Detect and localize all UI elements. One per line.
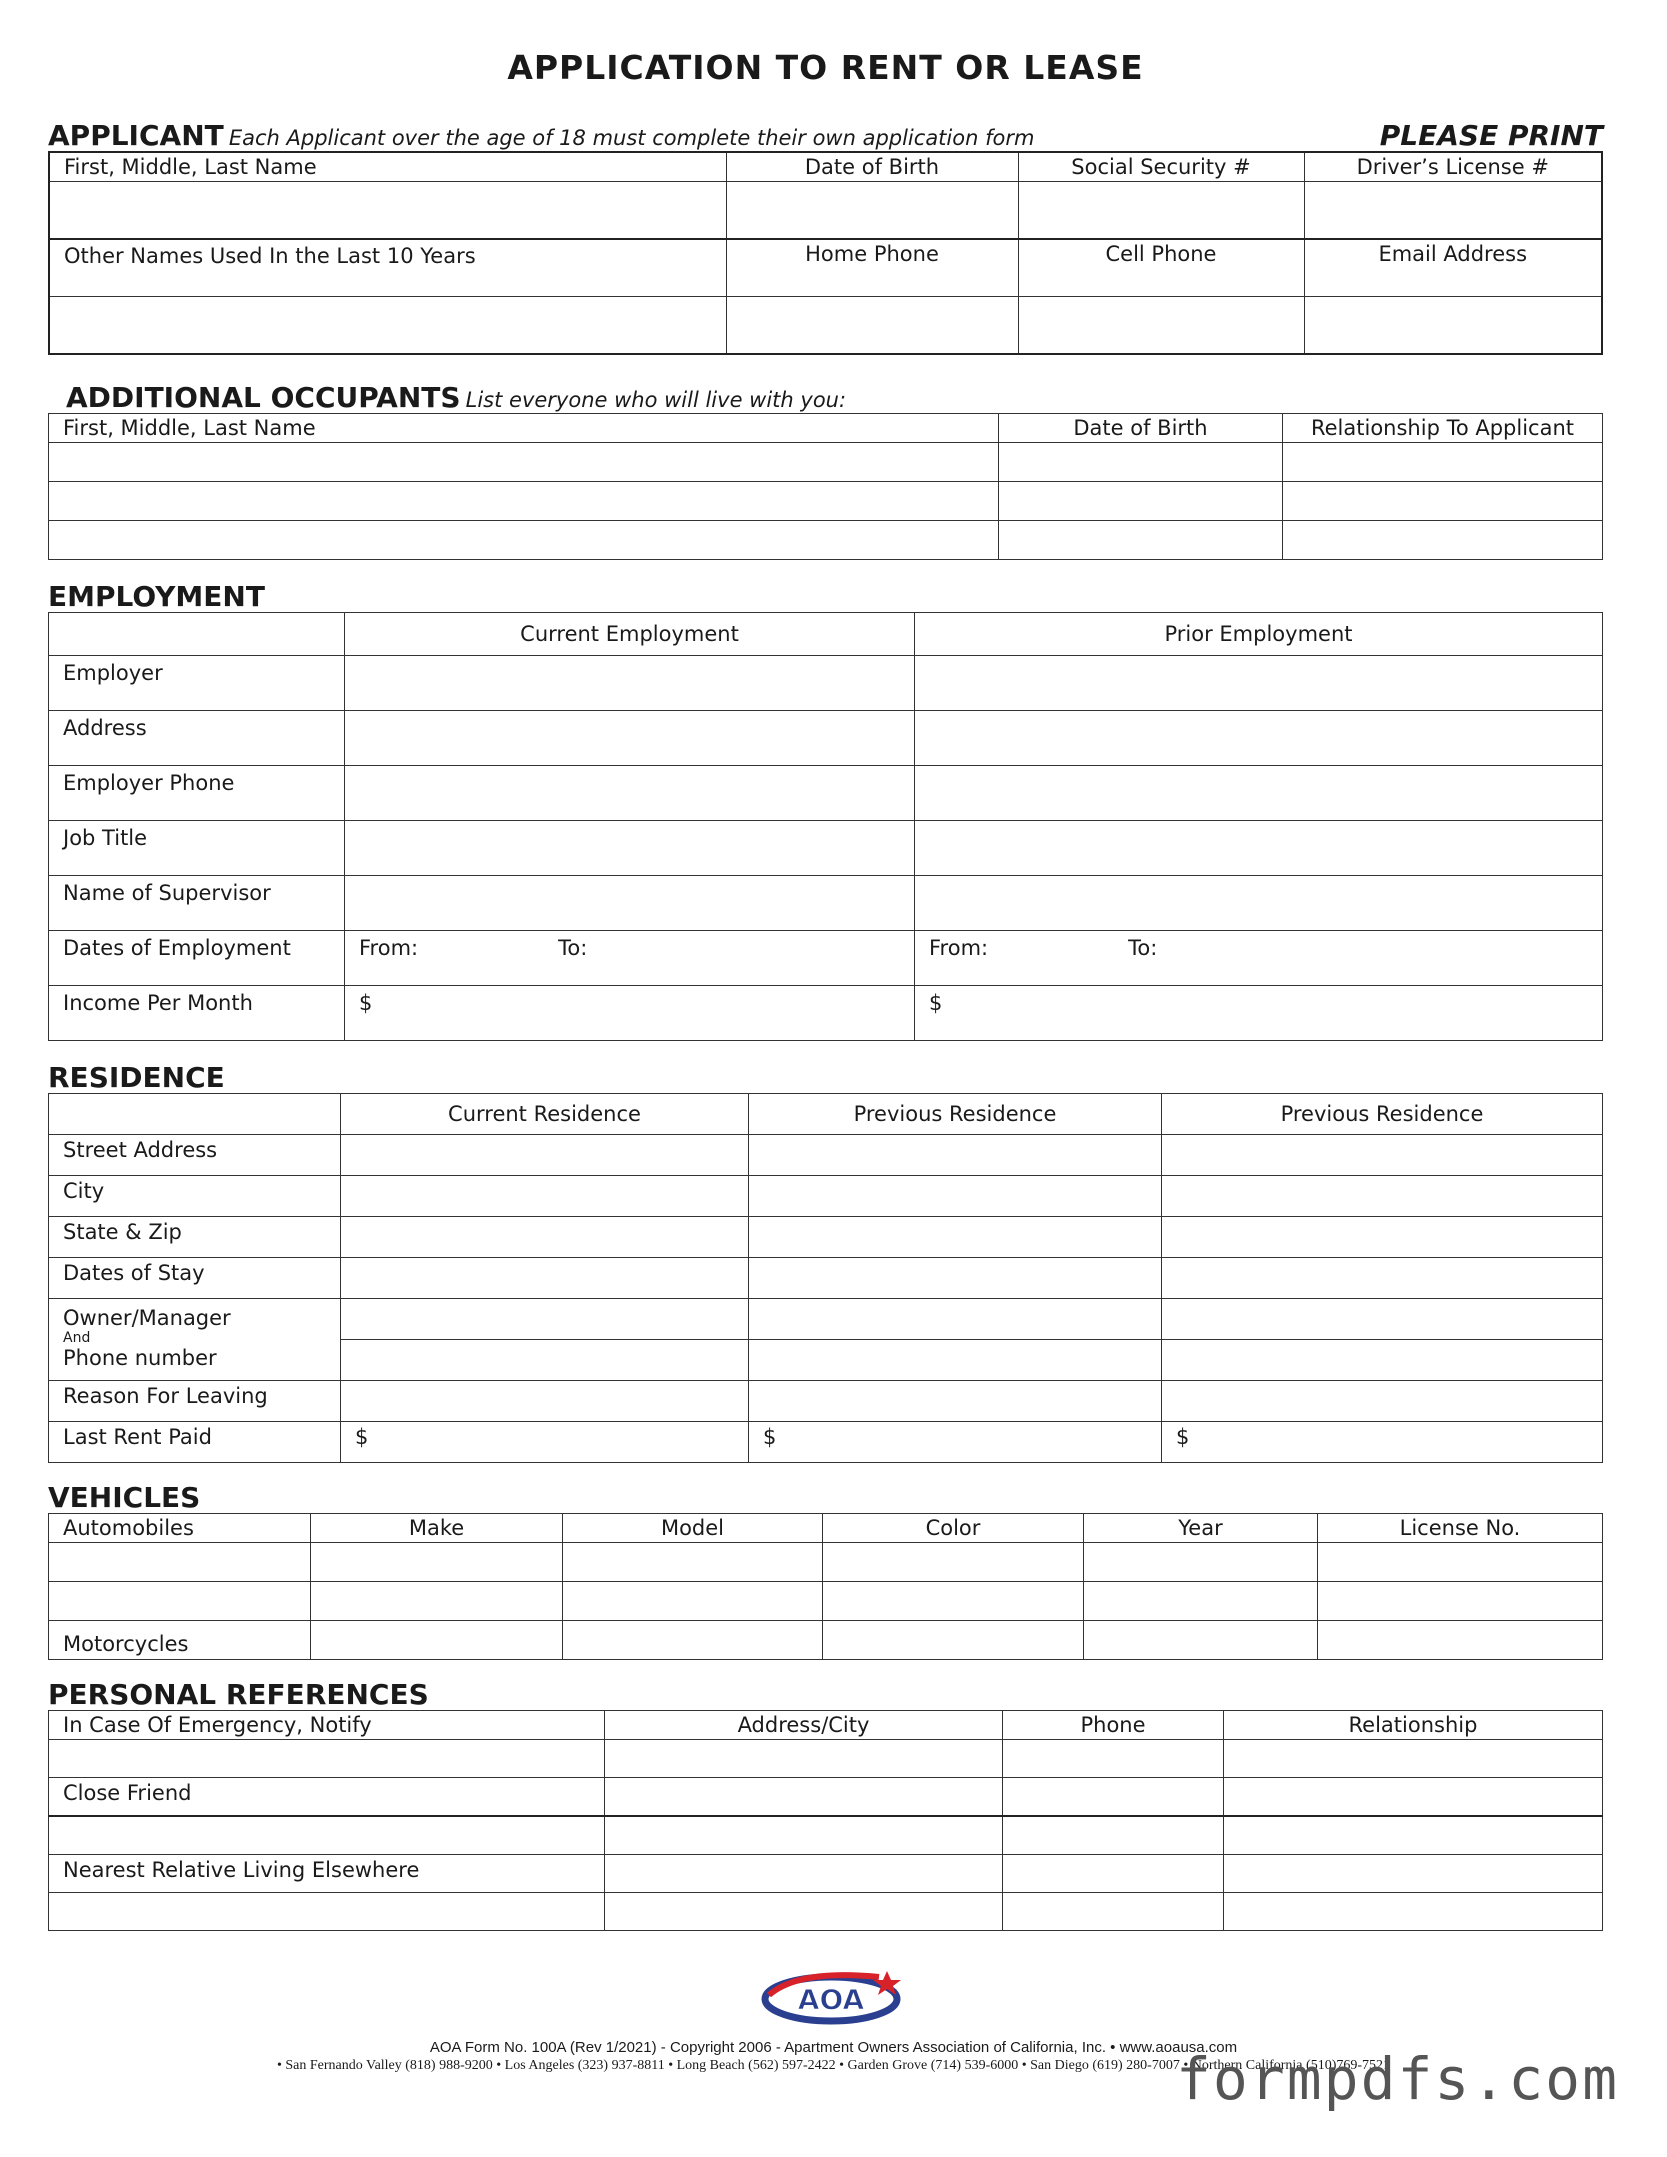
reason-field[interactable] — [749, 1381, 1162, 1422]
reason-field[interactable] — [1162, 1381, 1603, 1422]
street-field[interactable] — [749, 1135, 1162, 1176]
city-field[interactable] — [341, 1176, 749, 1217]
other-names-field[interactable] — [49, 297, 726, 355]
current-phone-field[interactable] — [345, 766, 915, 821]
color-field[interactable] — [823, 1621, 1084, 1660]
home-phone-field[interactable] — [726, 297, 1018, 355]
col-drivers-license: Driver’s License # — [1304, 152, 1602, 182]
application-form — [48, 40, 1603, 1931]
dates-of-stay-field[interactable] — [749, 1258, 1162, 1299]
state-zip-field[interactable] — [341, 1217, 749, 1258]
owner-manager-field[interactable] — [341, 1299, 749, 1340]
to-label: To: — [558, 936, 588, 960]
footer-copyright: AOA Form No. 100A (Rev 1/2021) - Copyright 2006 - Apartment Owners Association of California, Inc. • www.aoausa.com — [429, 2039, 1238, 2056]
color-field[interactable] — [823, 1543, 1084, 1582]
phone-number-label: Phone number — [63, 1346, 217, 1370]
row-employer-phone: Employer Phone — [49, 766, 345, 821]
make-field[interactable] — [311, 1621, 563, 1660]
aoa-logo-icon — [759, 1965, 909, 2027]
occupant-dob-field[interactable] — [999, 482, 1283, 521]
logo-text: AOA — [797, 1983, 864, 2016]
to-label: To: — [1128, 936, 1158, 960]
col-make: Make — [311, 1514, 563, 1543]
occupant-relationship-field[interactable] — [1283, 521, 1603, 560]
row-supervisor: Name of Supervisor — [49, 876, 345, 931]
nearest-relative-field[interactable] — [49, 1893, 605, 1931]
last-rent-field[interactable]: $ — [749, 1422, 1162, 1463]
col-emergency-notify: In Case Of Emergency, Notify — [49, 1711, 605, 1740]
occupant-name-field[interactable] — [49, 521, 999, 560]
row-dates-of-stay: Dates of Stay — [49, 1258, 341, 1299]
col-year: Year — [1084, 1514, 1318, 1543]
col-full-name: First, Middle, Last Name — [49, 152, 726, 182]
employment-table — [48, 612, 1603, 1041]
col-occupant-dob: Date of Birth — [999, 414, 1283, 443]
reason-field[interactable] — [341, 1381, 749, 1422]
state-zip-field[interactable] — [1162, 1217, 1603, 1258]
ref-phone-field[interactable] — [1003, 1778, 1224, 1817]
ref-address-field[interactable] — [605, 1893, 1003, 1931]
owner-manager-label: Owner/Manager — [63, 1306, 231, 1330]
ref-phone-field[interactable] — [1003, 1816, 1224, 1855]
col-other-names: Other Names Used In the Last 10 Years — [49, 239, 726, 297]
applicant-header — [48, 121, 1603, 151]
occupants-header — [48, 383, 1603, 413]
last-rent-field[interactable]: $ — [341, 1422, 749, 1463]
row-street-address: Street Address — [49, 1135, 341, 1176]
ref-phone-field[interactable] — [1003, 1740, 1224, 1778]
col-color: Color — [823, 1514, 1084, 1543]
col-cell-phone: Cell Phone — [1018, 239, 1304, 297]
occupants-note: List everyone who will live with you: — [465, 388, 847, 412]
ssn-field[interactable] — [1018, 182, 1304, 240]
applicant-note: Each Applicant over the age of 18 must complete their own application form — [228, 126, 1035, 150]
ref-phone-field[interactable] — [1003, 1893, 1224, 1931]
current-supervisor-field[interactable] — [345, 876, 915, 931]
occupants-heading: ADDITIONAL OCCUPANTS — [66, 381, 461, 414]
employment-heading: EMPLOYMENT — [48, 580, 265, 613]
row-motorcycles: Motorcycles — [49, 1621, 311, 1660]
col-occupant-name: First, Middle, Last Name — [49, 414, 999, 443]
ref-phone-field[interactable] — [1003, 1855, 1224, 1893]
row-address: Address — [49, 711, 345, 766]
occupant-dob-field[interactable] — [999, 521, 1283, 560]
year-field[interactable] — [1084, 1543, 1318, 1582]
vehicles-table — [48, 1513, 1603, 1660]
prior-income-field[interactable]: $ — [915, 986, 1603, 1041]
footer-offices: • San Fernando Valley (818) 988-9200 • Los Angeles (323) 937-8811 • Long Beach (562) 597-2422 • Garden Grove (714) 539-6000 • San Diego (619) 280-7007 • Northern California (510)769-7521 — [276, 2058, 1391, 2073]
row-owner-manager — [49, 1299, 341, 1381]
dates-of-stay-field[interactable] — [1162, 1258, 1603, 1299]
col-previous-residence-2: Previous Residence — [1162, 1094, 1603, 1135]
please-print-label: PLEASE PRINT — [1379, 119, 1603, 152]
full-name-field[interactable] — [49, 182, 726, 240]
color-field[interactable] — [823, 1582, 1084, 1621]
ref-address-field[interactable] — [605, 1855, 1003, 1893]
current-employer-field[interactable] — [345, 656, 915, 711]
residence-table — [48, 1093, 1603, 1463]
watermark: formpdfs.com — [1175, 2045, 1619, 2113]
emergency-name-field[interactable] — [49, 1740, 605, 1778]
model-field[interactable] — [563, 1621, 823, 1660]
license-field[interactable] — [1318, 1543, 1603, 1582]
col-current-residence: Current Residence — [341, 1094, 749, 1135]
references-heading: PERSONAL REFERENCES — [48, 1678, 429, 1711]
license-field[interactable] — [1318, 1621, 1603, 1660]
license-field[interactable] — [1318, 1582, 1603, 1621]
ref-address-field[interactable] — [605, 1816, 1003, 1855]
email-field[interactable] — [1304, 297, 1602, 355]
references-table — [48, 1710, 1603, 1931]
make-field[interactable] — [311, 1543, 563, 1582]
close-friend-field[interactable] — [49, 1816, 605, 1855]
model-field[interactable] — [563, 1582, 823, 1621]
row-state-zip: State & Zip — [49, 1217, 341, 1258]
owner-manager-field[interactable] — [1162, 1299, 1603, 1340]
prior-supervisor-field[interactable] — [915, 876, 1603, 931]
year-field[interactable] — [1084, 1621, 1318, 1660]
current-address-field[interactable] — [345, 711, 915, 766]
applicant-heading: APPLICANT — [48, 119, 224, 152]
col-date-of-birth: Date of Birth — [726, 152, 1018, 182]
col-occupant-relationship: Relationship To Applicant — [1283, 414, 1603, 443]
model-field[interactable] — [563, 1543, 823, 1582]
row-job-title: Job Title — [49, 821, 345, 876]
prior-job-title-field[interactable] — [915, 821, 1603, 876]
owner-phone-field[interactable] — [341, 1340, 749, 1381]
year-field[interactable] — [1084, 1582, 1318, 1621]
vehicles-heading: VEHICLES — [48, 1481, 201, 1514]
from-label: From: — [359, 936, 419, 960]
row-dates-of-employment: Dates of Employment — [49, 931, 345, 986]
row-income: Income Per Month — [49, 986, 345, 1041]
street-field[interactable] — [341, 1135, 749, 1176]
col-home-phone: Home Phone — [726, 239, 1018, 297]
col-address-city: Address/City — [605, 1711, 1003, 1740]
col-phone: Phone — [1003, 1711, 1224, 1740]
row-employer: Employer — [49, 656, 345, 711]
cell-phone-field[interactable] — [1018, 297, 1304, 355]
ref-relationship-field[interactable] — [1224, 1893, 1603, 1931]
owner-manager-field[interactable] — [749, 1299, 1162, 1340]
prior-dates-field[interactable] — [915, 931, 1603, 986]
prior-phone-field[interactable] — [915, 766, 1603, 821]
city-field[interactable] — [749, 1176, 1162, 1217]
ref-relationship-field[interactable] — [1224, 1740, 1603, 1778]
from-label: From: — [929, 936, 989, 960]
owner-phone-field[interactable] — [1162, 1340, 1603, 1381]
ref-relationship-field[interactable] — [1224, 1778, 1603, 1817]
dates-of-stay-field[interactable] — [341, 1258, 749, 1299]
occupant-name-field[interactable] — [49, 482, 999, 521]
row-close-friend: Close Friend — [49, 1778, 605, 1817]
auto-field[interactable] — [49, 1582, 311, 1621]
and-label: And — [63, 1330, 91, 1346]
applicant-table — [48, 151, 1603, 355]
col-current-employment: Current Employment — [345, 613, 915, 656]
prior-employer-field[interactable] — [915, 656, 1603, 711]
street-field[interactable] — [1162, 1135, 1603, 1176]
make-field[interactable] — [311, 1582, 563, 1621]
prior-address-field[interactable] — [915, 711, 1603, 766]
occupants-table — [48, 413, 1603, 560]
row-reason-for-leaving: Reason For Leaving — [49, 1381, 341, 1422]
current-dates-field[interactable] — [345, 931, 915, 986]
residence-heading: RESIDENCE — [48, 1061, 225, 1094]
ref-address-field[interactable] — [605, 1778, 1003, 1817]
current-job-title-field[interactable] — [345, 821, 915, 876]
current-income-field[interactable]: $ — [345, 986, 915, 1041]
ref-relationship-field[interactable] — [1224, 1855, 1603, 1893]
col-email: Email Address — [1304, 239, 1602, 297]
row-nearest-relative: Nearest Relative Living Elsewhere — [49, 1855, 605, 1893]
auto-field[interactable] — [49, 1543, 311, 1582]
owner-phone-field[interactable] — [749, 1340, 1162, 1381]
col-automobiles: Automobiles — [49, 1514, 311, 1543]
city-field[interactable] — [1162, 1176, 1603, 1217]
form-title: APPLICATION TO RENT OR LEASE — [507, 48, 1144, 87]
row-last-rent-paid: Last Rent Paid — [49, 1422, 341, 1463]
last-rent-field[interactable]: $ — [1162, 1422, 1603, 1463]
col-previous-residence: Previous Residence — [749, 1094, 1162, 1135]
col-relationship: Relationship — [1224, 1711, 1603, 1740]
drivers-license-field[interactable] — [1304, 182, 1602, 240]
ref-relationship-field[interactable] — [1224, 1816, 1603, 1855]
occupant-relationship-field[interactable] — [1283, 443, 1603, 482]
ref-address-field[interactable] — [605, 1740, 1003, 1778]
col-license-no: License No. — [1318, 1514, 1603, 1543]
row-city: City — [49, 1176, 341, 1217]
state-zip-field[interactable] — [749, 1217, 1162, 1258]
col-prior-employment: Prior Employment — [915, 613, 1603, 656]
occupant-dob-field[interactable] — [999, 443, 1283, 482]
occupant-name-field[interactable] — [49, 443, 999, 482]
col-model: Model — [563, 1514, 823, 1543]
occupant-relationship-field[interactable] — [1283, 482, 1603, 521]
date-of-birth-field[interactable] — [726, 182, 1018, 240]
col-ssn: Social Security # — [1018, 152, 1304, 182]
